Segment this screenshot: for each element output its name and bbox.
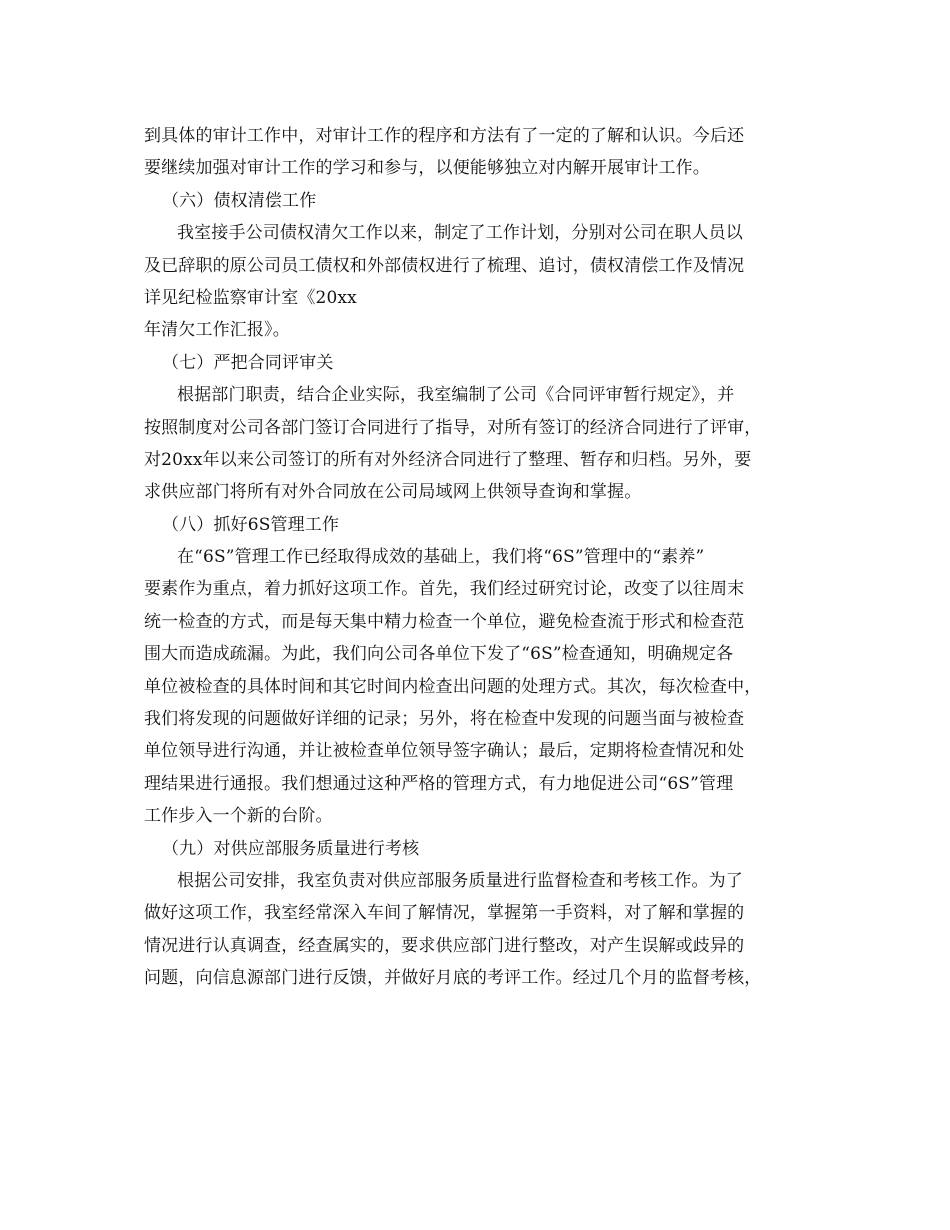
paragraph-first-line: 根据部门职责，结合企业实际，我室编制了公司《合同评审暂行规定》，并 bbox=[177, 385, 735, 406]
document-body bbox=[144, 120, 809, 995]
body-line: 做好这项工作，我室经常深入车间了解情况，掌握第一手资料，对了解和掌握的 bbox=[144, 903, 745, 924]
section-heading: （六）债权清偿工作 bbox=[162, 190, 317, 211]
body-line: 详见纪检监察审计室《20xx bbox=[144, 287, 357, 308]
body-line: 要素作为重点，着力抓好这项工作。首先，我们经过研究讨论，改变了以往周末 bbox=[144, 579, 745, 600]
section-heading: （九）对供应部服务质量进行考核 bbox=[162, 838, 420, 859]
body-line: 对20xx年以来公司签订的所有对外经济合同进行了整理、暂存和归档。另外，要 bbox=[144, 449, 752, 470]
body-line: 年清欠工作汇报》。 bbox=[144, 320, 290, 341]
paragraph-first-line: 我室接手公司债权清欠工作以来，制定了工作计划，分别对公司在职人员以 bbox=[177, 223, 743, 244]
body-line: 我们将发现的问题做好详细的记录；另外，将在检查中发现的问题当面与被检查 bbox=[144, 709, 745, 730]
body-line: 统一检查的方式，而是每天集中精力检查一个单位，避免检查流于形式和检查范 bbox=[144, 611, 745, 632]
body-line: 情况进行认真调查，经查属实的，要求供应部门进行整改，对产生误解或歧异的 bbox=[144, 935, 745, 956]
section-heading: （七）严把合同评审关 bbox=[162, 352, 334, 373]
body-line: 到具体的审计工作中，对审计工作的程序和方法有了一定的了解和认识。今后还 bbox=[144, 126, 745, 146]
paragraph-first-line: 在“6S”管理工作已经取得成效的基础上，我们将“6S”管理中的“素养” bbox=[177, 547, 705, 568]
body-line: 理结果进行通报。我们想通过这种严格的管理方式，有力地促进公司“6S”管理 bbox=[144, 773, 734, 794]
body-line: 单位被检查的具体时间和其它时间内检查出问题的处理方式。其次，每次检查中， bbox=[144, 676, 762, 697]
body-line: 求供应部门将所有对外合同放在公司局域网上供领导查询和掌握。 bbox=[144, 482, 642, 503]
body-line: 单位领导进行沟通，并让被检查单位领导签字确认；最后，定期将检查情况和处 bbox=[144, 741, 745, 762]
paragraph-first-line: 根据公司安排，我室负责对供应部服务质量进行监督检查和考核工作。为了 bbox=[177, 870, 743, 891]
body-line: 围大而造成疏漏。为此，我们向公司各单位下发了“6S”检查通知，明确规定各 bbox=[144, 644, 734, 665]
body-line: 工作步入一个新的台阶。 bbox=[144, 806, 333, 827]
body-line: 问题，向信息源部门进行反馈，并做好月底的考评工作。经过几个月的监督考核， bbox=[144, 968, 762, 989]
section-heading: （八）抓好6S管理工作 bbox=[162, 514, 340, 535]
body-line: 要继续加强对审计工作的学习和参与，以便能够独立对内解开展审计工作。 bbox=[144, 158, 710, 179]
body-line: 按照制度对公司各部门签订合同进行了指导，对所有签订的经济合同进行了评审， bbox=[144, 417, 762, 438]
body-line: 及已辞职的原公司员工债权和外部债权进行了梳理、追讨，债权清偿工作及情况 bbox=[144, 255, 745, 276]
